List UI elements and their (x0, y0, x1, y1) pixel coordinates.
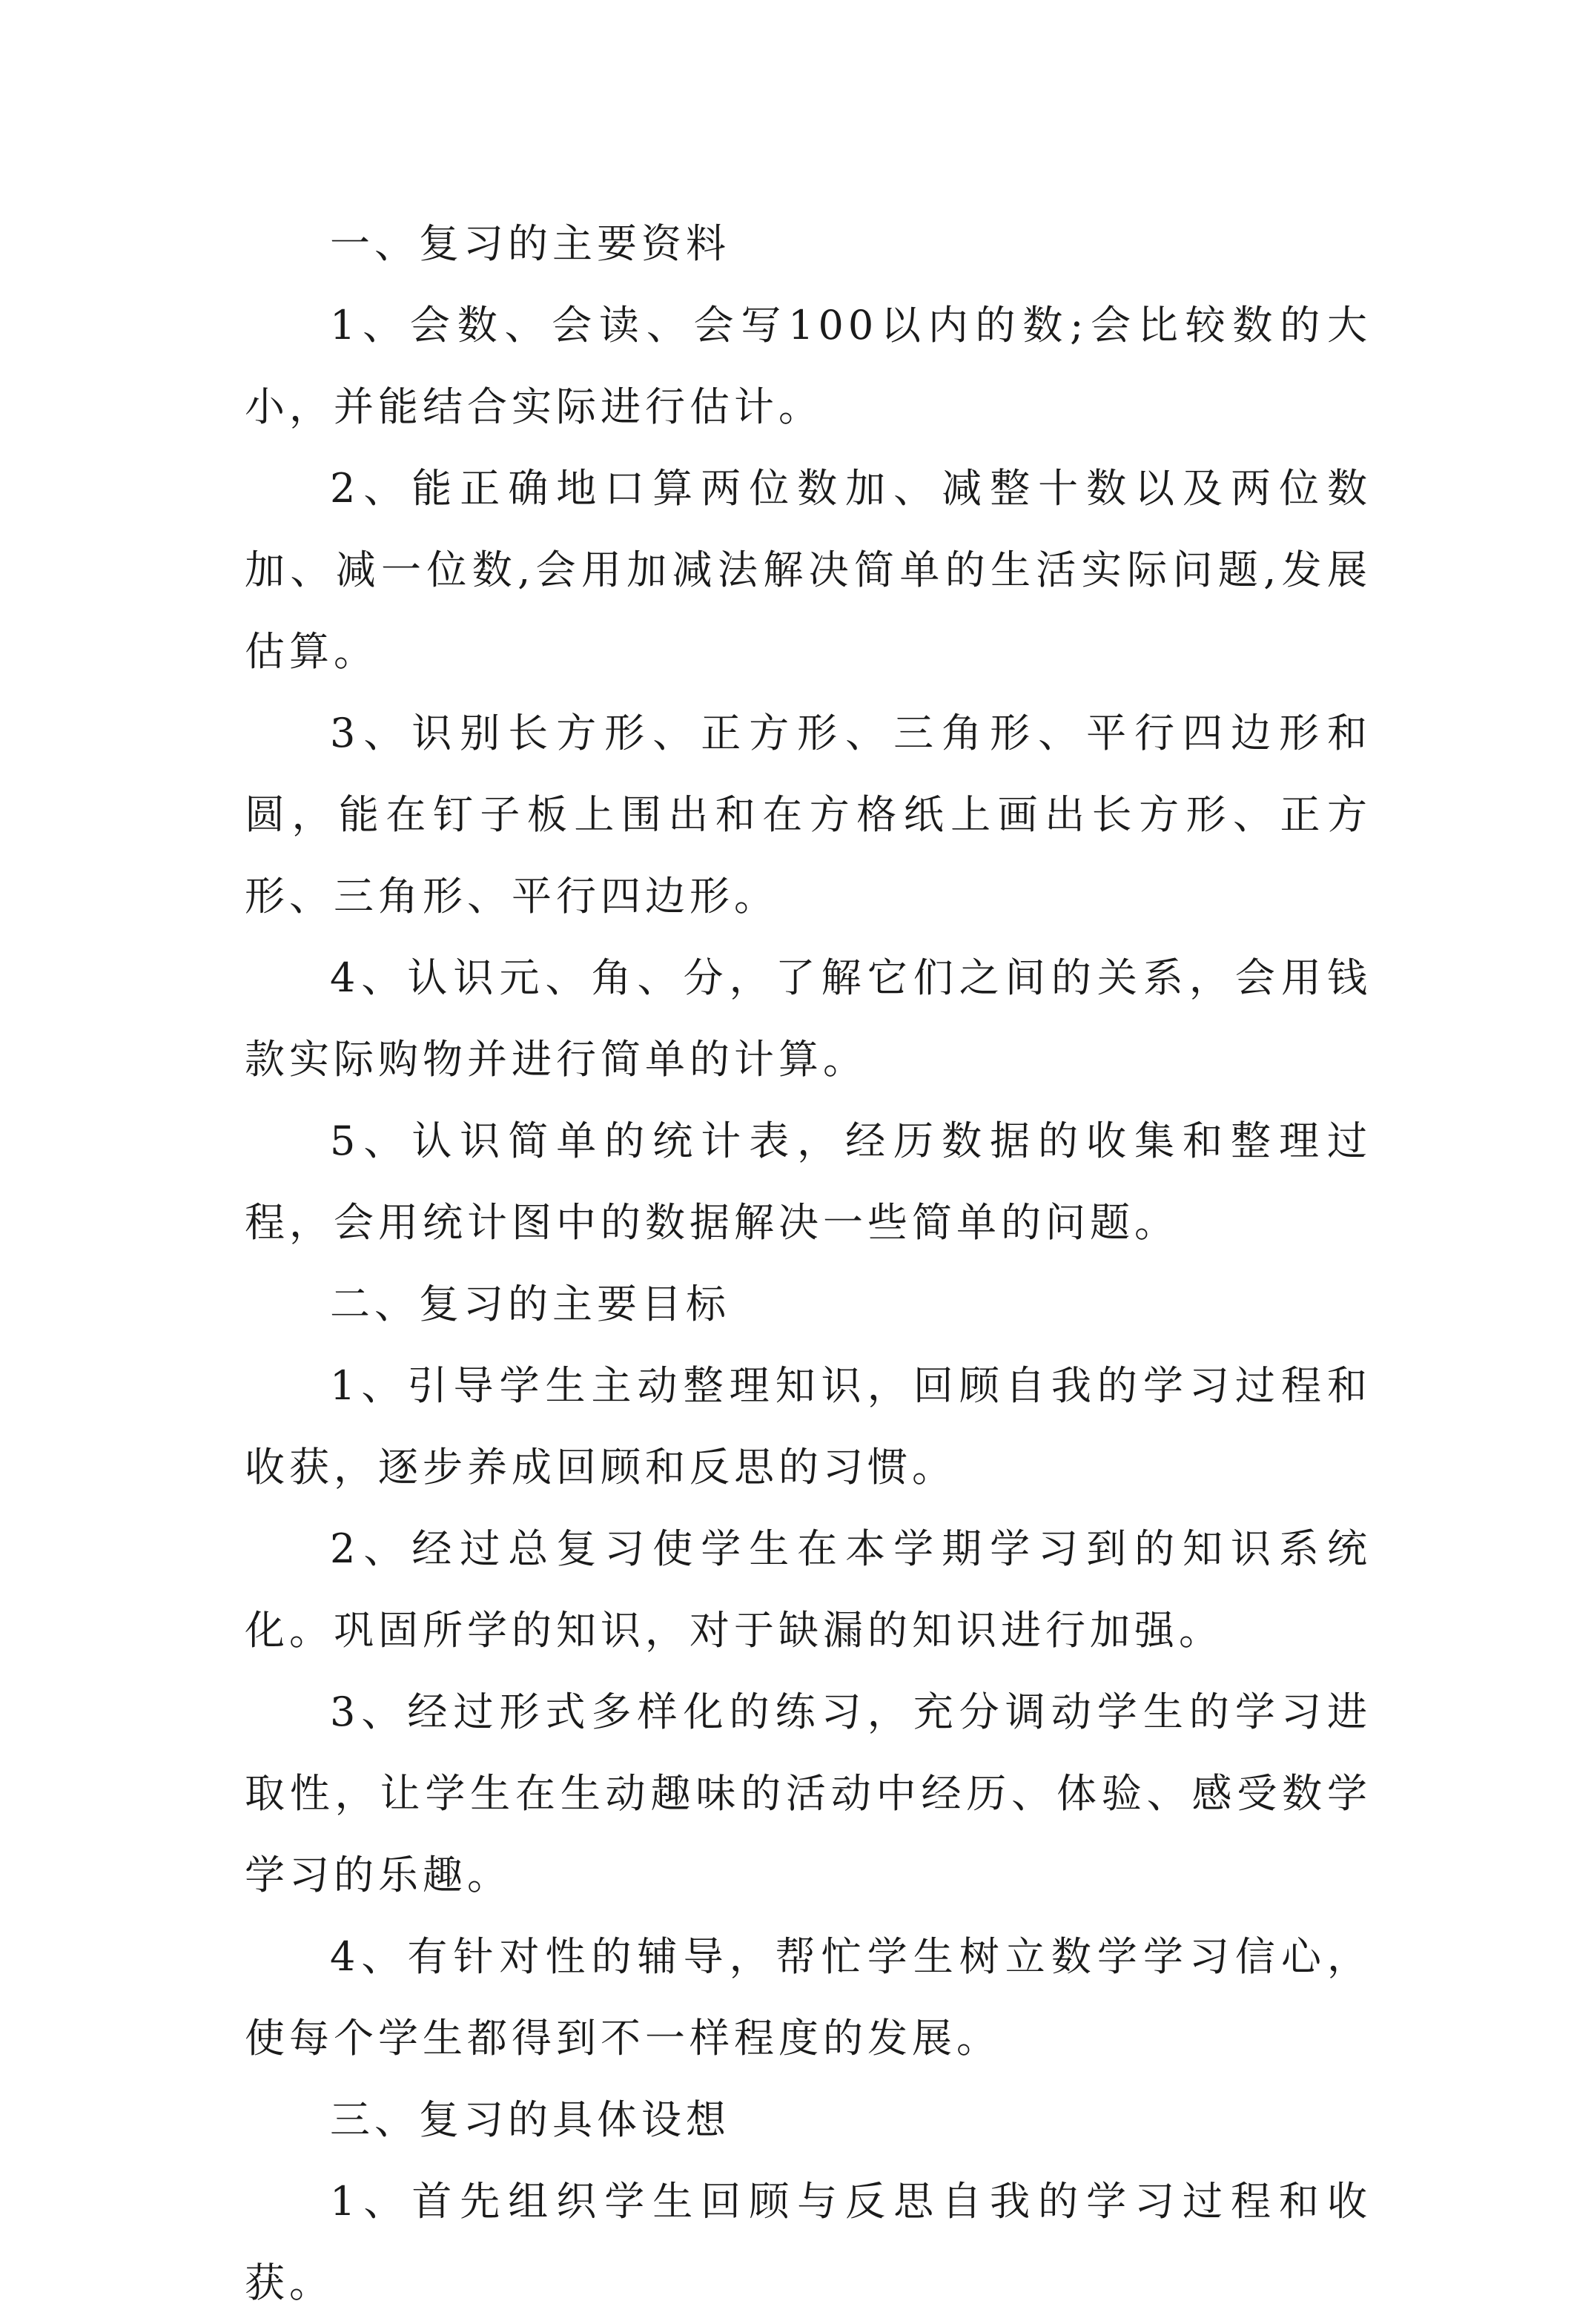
section-heading-1: 一、复习的主要资料 (330, 220, 730, 267)
paragraph: 3、识别长方形、正方形、三角形、平行四边形和圆，能在钉子板上围出和在方格纸上画出长方形、正方形、三角形、平行四边形。 (245, 710, 1372, 920)
paragraph: 1、会数、会读、会写100以内的数;会比较数的大小，并能结合实际进行估计。 (245, 302, 1372, 430)
paragraph: 1、引导学生主动整理知识，回顾自我的学习过程和收获，逐步养成回顾和反思的习惯。 (245, 1362, 1372, 1491)
document-body (245, 203, 1372, 2324)
paragraph: 2、经过总复习使学生在本学期学习到的知识系统化。巩固所学的知识，对于缺漏的知识进行加强。 (245, 1525, 1372, 1654)
paragraph: 5、认识简单的统计表，经历数据的收集和整理过程，会用统计图中的数据解决一些简单的问题。 (245, 1118, 1372, 1246)
paragraph: 3、经过形式多样化的练习，充分调动学生的学习进取性，让学生在生动趣味的活动中经历、体验、感受数学学习的乐趣。 (245, 1688, 1372, 1898)
section-heading-2: 二、复习的主要目标 (330, 1281, 730, 1327)
paragraph: 4、有针对性的辅导，帮忙学生树立数学学习信心，使每个学生都得到不一样程度的发展。 (245, 1933, 1372, 2061)
section-heading-3: 三、复习的具体设想 (330, 2096, 730, 2143)
paragraph: 1、首先组织学生回顾与反思自我的学习过程和收获。 (245, 2178, 1372, 2306)
paragraph: 2、能正确地口算两位数加、减整十数以及两位数加、减一位数,会用加减法解决简单的生活实际问题,发展估算。 (245, 465, 1372, 675)
paragraph: 4、认识元、角、分，了解它们之间的关系，会用钱款实际购物并进行简单的计算。 (245, 954, 1372, 1083)
